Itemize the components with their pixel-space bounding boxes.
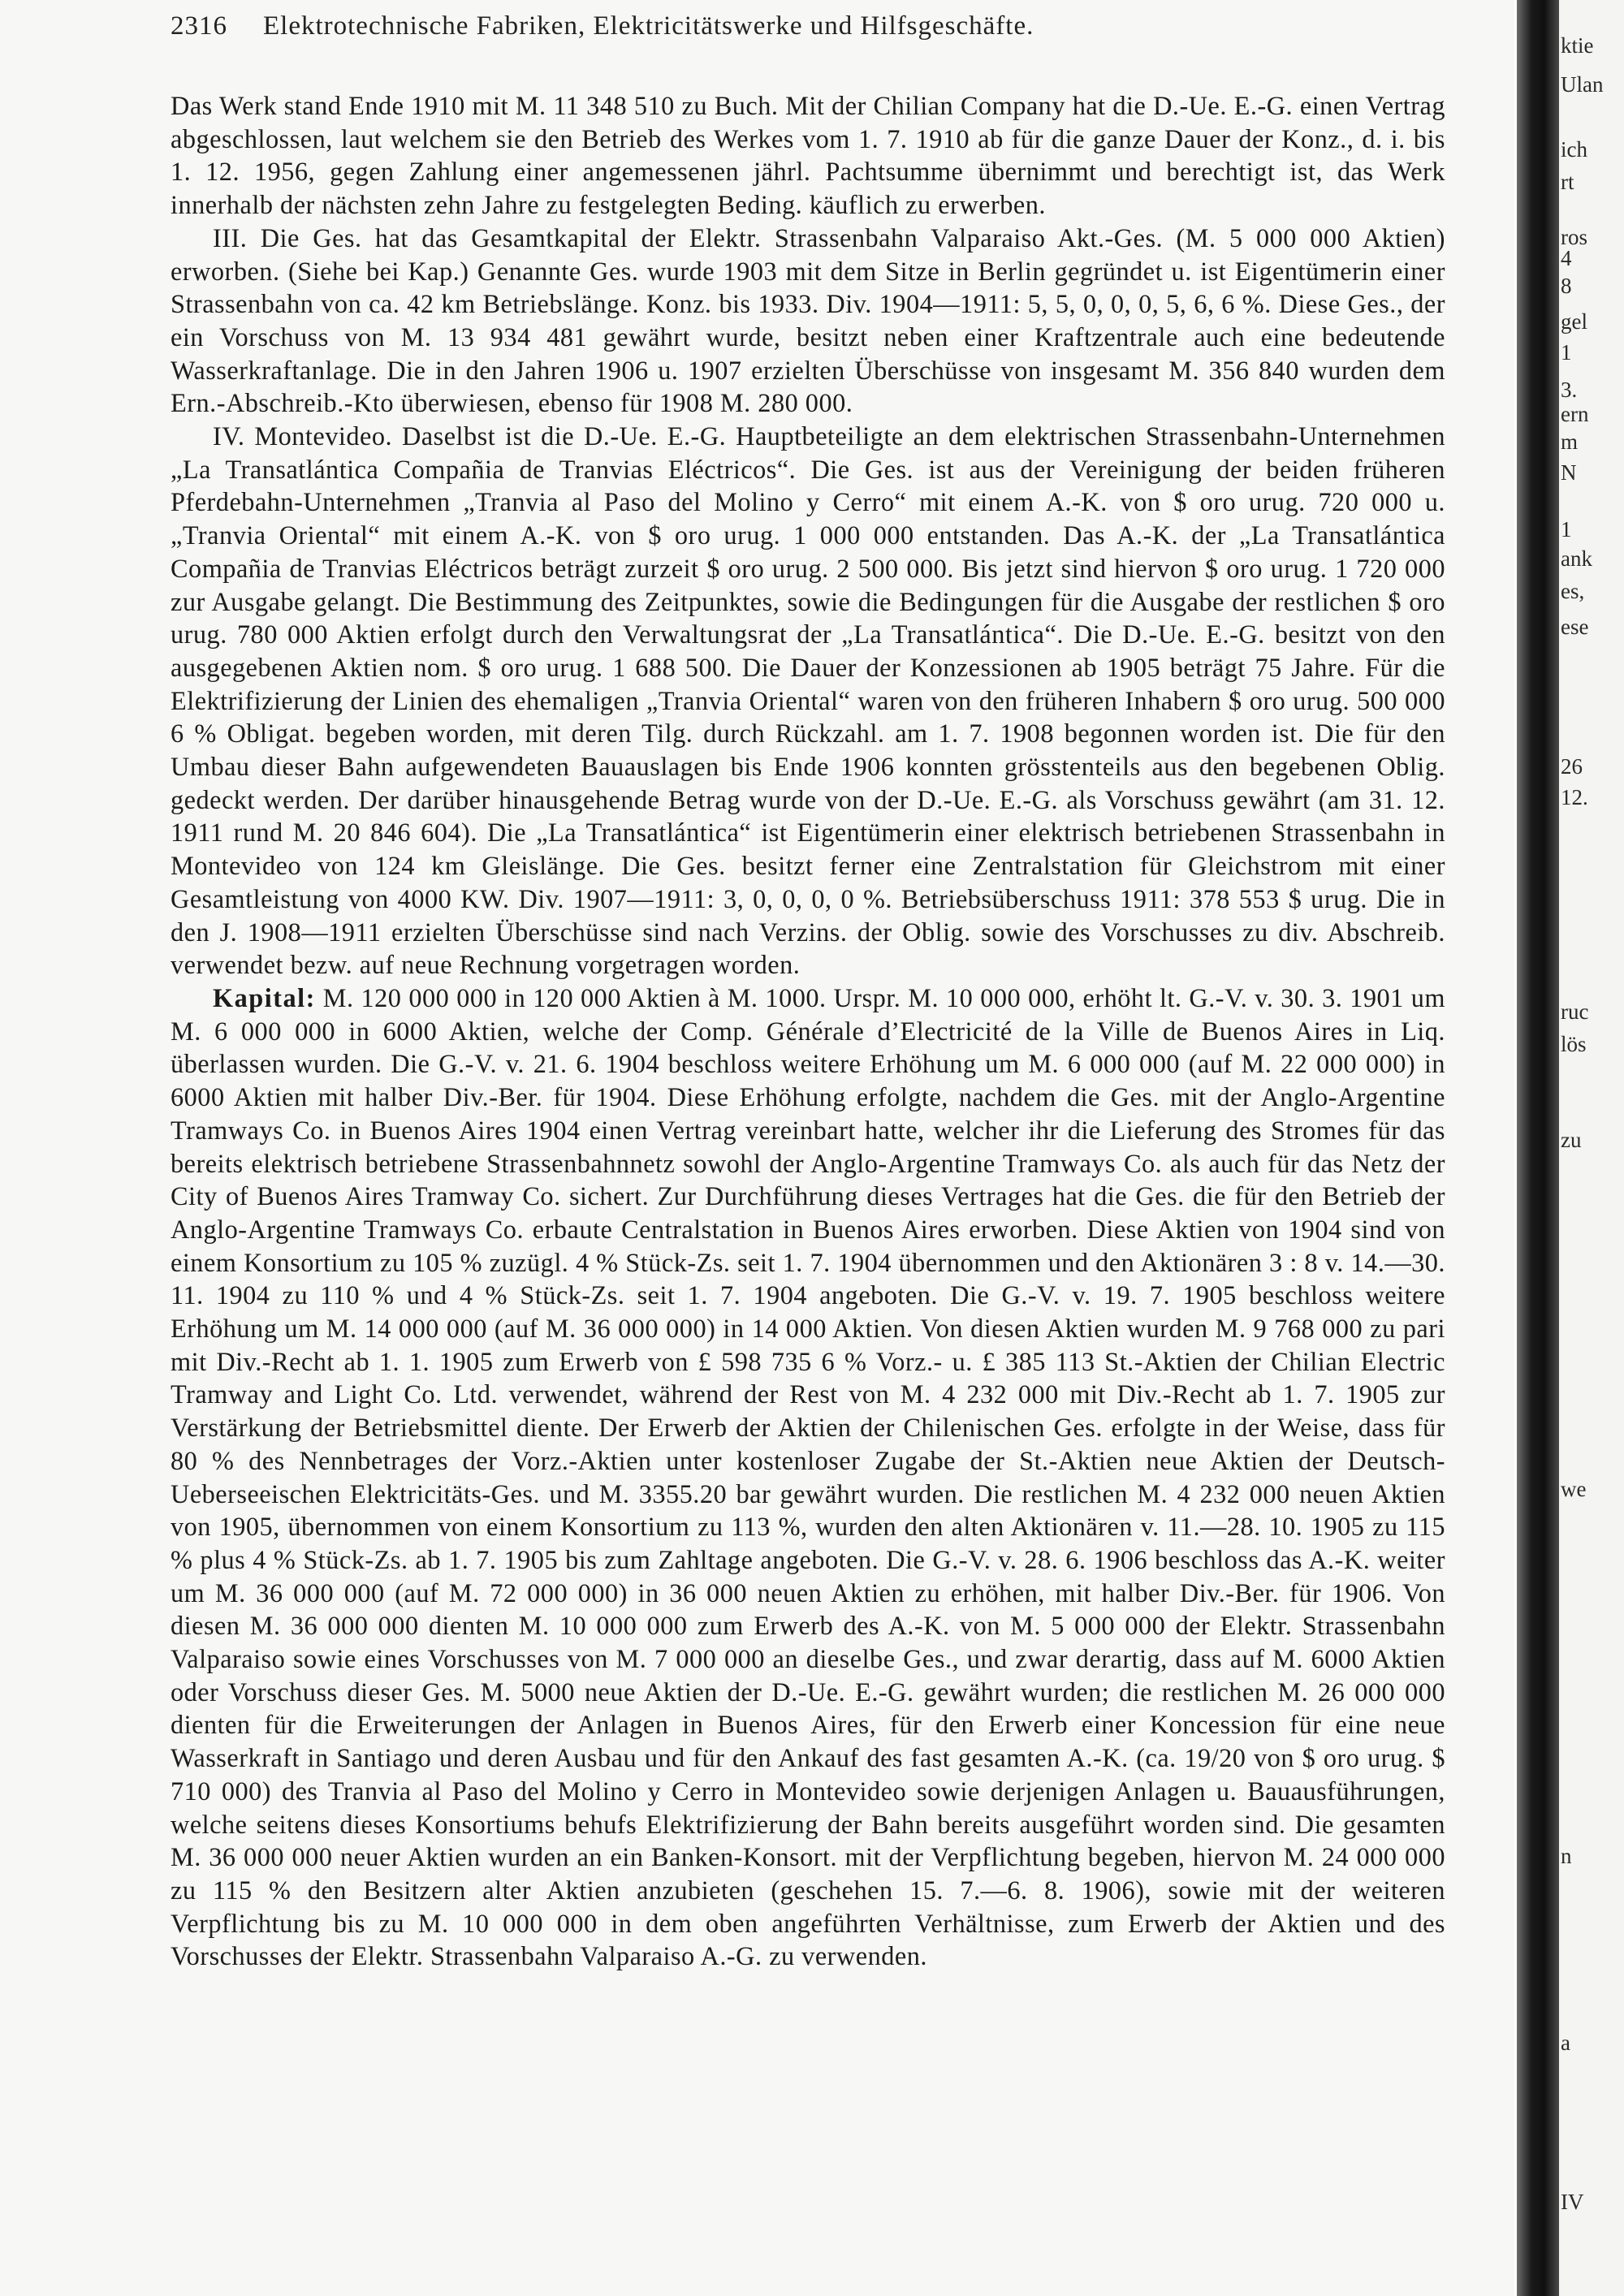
adjacent-fragment: gel	[1561, 309, 1587, 334]
adjacent-fragment: 8	[1561, 274, 1572, 298]
adjacent-fragment: we	[1561, 1477, 1587, 1501]
paragraph-montevideo-text: IV. Montevideo. Daselbst ist die D.-Ue. E.-G. Hauptbeteiligte an dem elektrischen Strassenbahn-Unternehmen „La Transatlántica Compañia de Tranvias Eléctricos“. Die Ges. ist aus der Vereinigung der beiden früheren Pferdebahn-Unternehmen „Tranvia al Paso del Molino y Cerro“ mit einem A.-K. von $ oro urug. 720 000 u. „Tranvia Oriental“ mit einem A.-K. von $ oro urug. 1 000 000 entstanden. Das A.-K. der „La Transatlántica Compañia de Tranvias Eléctricos beträgt zurzeit $ oro urug. 2 500 000. Bis jetzt sind hiervon $ oro urug. 1 720 000 zur Ausgabe gelangt. Die Bestimmung des Zeitpunktes, sowie die Bedingungen für die Ausgabe der restlichen $ oro urug. 780 000 Aktien erfolgt durch den Verwaltungsrat der „La Transatlántica“. Die D.-Ue. E.-G. besitzt von den ausgegebenen Aktien nom. $ oro urug. 1 688 500. Die Dauer der Konzessionen ab 1905 beträgt 75 Jahre. Für die Elektrifizierung der Linien des ehemaligen „Tranvia Oriental“ waren von den früheren Inhabern $ oro urug. 500 000 6 % Obligat. begeben worden, mit deren Tilg. durch Rückzahl. am 1. 7. 1908 begonnen worden ist. Die für den Umbau dieser Bahn aufgewendeten Bauauslagen bis Ende 1906 konnten grösstenteils aus den begebenen Oblig. gedeckt werden. Der darüber hinausgehende Betrag wurde von der D.-Ue. E.-G. als Vorschuss gewährt (am 31. 12. 1911 rund M. 20 846 604). Die „La Transatlántica“ ist Eigentümerin einer elektrisch betriebenen Strassenbahn in Montevideo von 124 km Gleislänge. Die Ges. besitzt ferner eine Zentralstation für Gleichstrom mit einer Gesamtleistung von 4000 KW. Div. 1907—1911: 3, 0, 0, 0, 0 %. Betriebsüberschuss 1911: 378 553 $ urug. Die in den J. 1908—1911 erzielten Überschüsse sind nach Verzins. der Oblig. sowie des Vorschusses zu div. Abschreib. verwendet bezw. auf neue Rechnung vorgetragen worden.	[171, 421, 1445, 980]
paragraph-valparaiso-text: III. Die Ges. hat das Gesamtkapital der Elektr. Strassenbahn Valparaiso Akt.-Ges. (M. 5 000 000 Aktien) erworben. (Siehe bei Kap.) Genannte Ges. wurde 1903 mit dem Sitze in Berlin gegründet u. ist Eigentümerin einer Strassenbahn von ca. 42 km Betriebslänge. Konz. bis 1933. Div. 1904—1911: 5, 5, 0, 0, 0, 5, 6, 6 %. Diese Ges., der ein Vorschuss von M. 13 934 481 gewährt wurde, besitzt neben einer Kraftzentrale auch eine bedeutende Wasserkraftanlage. Die in den Jahren 1906 u. 1907 erzielten Überschüsse von insgesamt M. 356 840 wurden dem Ern.-Abschreib.-Kto überwiesen, ebenso für 1908 M. 280 000.	[171, 222, 1445, 418]
adjacent-fragment: rt	[1561, 170, 1574, 194]
paragraph-werk	[171, 89, 1445, 222]
adjacent-fragment: N	[1561, 460, 1577, 485]
body-text	[171, 89, 1445, 1973]
paragraph-kapital-text: M. 120 000 000 in 120 000 Aktien à M. 1000. Urspr. M. 10 000 000, erhöht lt. G.-V. v. 30. 3. 1901 um M. 6 000 000 in 6000 Aktien, welche der Comp. Générale d’Electricité de la Ville de Buenos Aires in Liq. überlassen wurden. Die G.-V. v. 21. 6. 1904 beschloss weitere Erhöhung um M. 6 000 000 (auf M. 22 000 000) in 6000 Aktien mit halber Div.-Ber. für 1904. Diese Erhöhung erfolgte, nachdem die Ges. mit der Anglo-Argentine Tramways Co. in Buenos Aires 1904 einen Vertrag vereinbart hatte, welcher ihr die Lieferung des Stromes für das bereits elektrisch betriebene Strassenbahnnetz sowohl der Anglo-Argentine Tramways Co. als auch für das Netz der City of Buenos Aires Tramway Co. sichert. Zur Durchführung dieses Vertrages hat die Ges. die für den Betrieb der Anglo-Argentine Tramways Co. erbaute Centralstation in Buenos Aires erworben. Diese Aktien von 1904 sind von einem Konsortium zu 105 % zuzügl. 4 % Stück-Zs. seit 1. 7. 1904 übernommen und den Aktionären 3 : 8 v. 14.—30. 11. 1904 zu 110 % und 4 % Stück-Zs. seit 1. 7. 1904 angeboten. Die G.-V. v. 19. 7. 1905 beschloss weitere Erhöhung um M. 14 000 000 (auf M. 36 000 000) in 14 000 Aktien. Von diesen Aktien wurden M. 9 768 000 zu pari mit Div.-Recht ab 1. 1. 1905 zum Erwerb von £ 598 735 6 % Vorz.- u. £ 385 113 St.-Aktien der Chilian Electric Tramway and Light Co. Ltd. verwendet, während der Rest von M. 4 232 000 mit Div.-Recht ab 1. 7. 1905 zur Verstärkung der Betriebsmittel diente. Der Erwerb der Aktien der Chilenischen Ges. erfolgte in der Weise, dass für 80 % des Nennbetrages der Vorz.-Aktien unter kostenloser Zugabe der St.-Aktien neue Aktien der Deutsch-Ueberseeischen Elektricitäts-Ges. und M. 3355.20 bar gewährt wurden. Die restlichen M. 4 232 000 neuen Aktien von 1905, übernommen von einem Konsortium zu 113 %, wurden den alten Aktionären v. 11.—28. 10. 1905 zu 115 % plus 4 % Stück-Zs. ab 1. 7. 1905 bis zum Zahltage angeboten. Die G.-V. v. 28. 6. 1906 beschloss das A.-K. weiter um M. 36 000 000 (auf M. 72 000 000) in 36 000 neuen Aktien zu erhöhen, mit halber Div.-Ber. für 1906. Von diesen M. 36 000 000 dienten M. 10 000 000 zum Erwerb des A.-K. von M. 5 000 000 der Elektr. Strassenbahn Valparaiso sowie eines Vorschusses von M. 7 000 000 an dieselbe Ges., und zwar derartig, dass auf M. 6000 Aktien oder Vorschuss dieser Ges. M. 5000 neue Aktien der D.-Ue. E.-G. gewährt wurden; die restlichen M. 26 000 000 dienten für die Erweiterungen der Anlagen in Buenos Aires, für den Erwerb einer Koncession für eine neue Wasserkraft in Santiago und deren Ausbau und für den Ankauf des fast gesamten A.-K. (ca. 19/20 von $ oro urug. $ 710 000) des Tranvia al Paso del Molino y Cerro in Montevideo sowie derjenigen Anlagen u. Bauausführungen, welche seitens dieses Konsortiums behufs Elektrifizierung der Bahn bereits ausgeführt worden sind. Die gesamten M. 36 000 000 neuer Aktien wurden an ein Banken-Konsort. mit der Verpflichtung begeben, hiervon M. 24 000 000 zu 115 % den Besitzern alter Aktien anzubieten (geschehen 15. 7.—6. 8. 1906), sowie mit der weiteren Verpflichtung bis zu M. 10 000 000 in dem oben angeführten Verhältnisse, zum Erwerb der Aktien und des Vorschusses der Elektr. Strassenbahn Valparaiso A.-G. zu verwenden.	[171, 982, 1446, 1971]
adjacent-fragment: m	[1561, 429, 1579, 454]
adjacent-fragment: a	[1561, 2031, 1570, 2055]
running-title: Elektrotechnische Fabriken, Elektricitätswerke und Hilfsgeschäfte.	[263, 11, 1034, 41]
running-head	[171, 11, 1034, 41]
paragraph-werk-text: Das Werk stand Ende 1910 mit M. 11 348 510 zu Buch. Mit der Chilian Company hat die D.-Ue. E.-G. einen Vertrag abgeschlossen, laut welchem sie den Betrieb des Werkes vom 1. 7. 1910 ab für die ganze Dauer der Konz., d. i. bis 1. 12. 1956, gegen Zahlung einer angemessenen jährl. Pachtsumme übernimmt und berechtigt ist, das Werk innerhalb der nächsten zehn Jahre zu festgelegten Beding. käuflich zu erwerben.	[171, 91, 1445, 220]
adjacent-fragment: ese	[1561, 615, 1589, 639]
adjacent-fragment: ich	[1561, 137, 1587, 162]
page-number: 2316	[171, 11, 227, 41]
adjacent-fragment: ruc	[1561, 999, 1589, 1024]
adjacent-fragment: es,	[1561, 579, 1585, 603]
adjacent-fragment: lös	[1561, 1032, 1587, 1056]
paragraph-kapital	[171, 982, 1445, 1973]
paragraph-montevideo	[171, 420, 1445, 982]
adjacent-fragment: 3.	[1561, 378, 1578, 402]
adjacent-fragment: 26	[1561, 754, 1583, 779]
kapital-label: Kapital:	[213, 982, 316, 1012]
adjacent-fragment: 1	[1561, 517, 1572, 542]
adjacent-fragment: ktie	[1561, 33, 1594, 58]
adjacent-fragment: ros	[1561, 225, 1587, 249]
adjacent-fragment: IV	[1561, 2190, 1584, 2214]
adjacent-fragment: ern	[1561, 402, 1589, 426]
adjacent-fragment: ank	[1561, 546, 1592, 571]
adjacent-fragment: 1	[1561, 340, 1572, 365]
adjacent-fragment: n	[1561, 1844, 1572, 1868]
adjacent-fragment: 4	[1561, 246, 1572, 270]
adjacent-fragment: 12.	[1561, 785, 1588, 809]
paragraph-valparaiso	[171, 222, 1445, 420]
adjacent-fragment: Ulan	[1561, 72, 1604, 97]
book-gutter	[1517, 0, 1559, 2296]
adjacent-fragment: zu	[1561, 1128, 1582, 1152]
adjacent-page-edge	[1559, 0, 1624, 2296]
